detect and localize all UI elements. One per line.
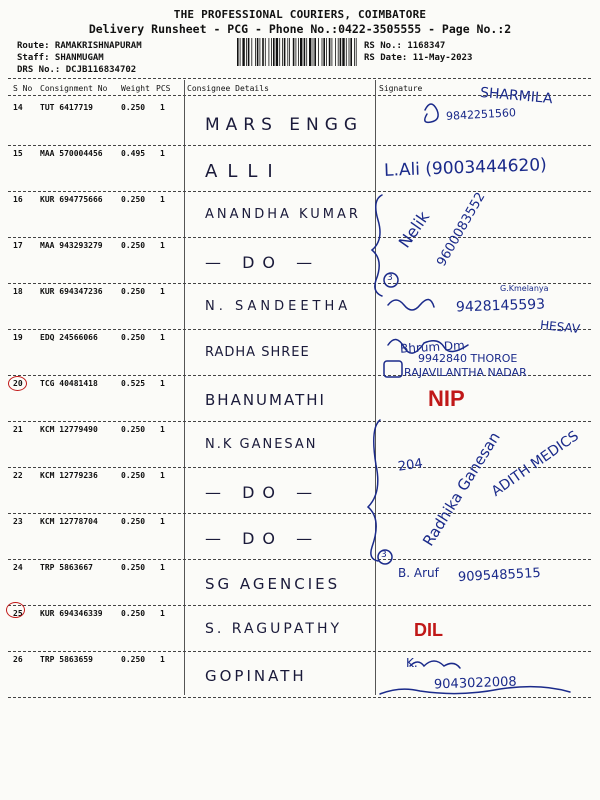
runsheet-info-right: [364, 40, 472, 64]
signature-19-phone: 9942840 THOROE: [418, 352, 518, 365]
row-pcs: 1: [160, 333, 165, 342]
row-sno: 20: [13, 379, 23, 388]
row-pcs: 1: [160, 471, 165, 480]
table-top-rule: [8, 78, 591, 79]
signature-19-addr: RAJAVILANTHA NADAR: [404, 366, 527, 379]
runsheet-subtitle: Delivery Runsheet - PCG - Phone No.:0422-3505555 - Page No.:2: [88, 22, 512, 36]
col-consignment: Consignment No: [40, 84, 108, 93]
signature-24-phone: 9095485515: [457, 565, 542, 586]
row-sno: 16: [13, 195, 23, 204]
row-consignee-handwritten: N.K GANESAN: [205, 437, 318, 452]
red-circle-mark-20: [8, 376, 27, 391]
row-divider: [8, 605, 591, 606]
runsheet-info-left: [17, 40, 142, 76]
row-consignment-no: TRP 5863667: [40, 563, 93, 572]
row-divider: [8, 421, 591, 422]
row-consignment-no: KCM 12778704: [40, 517, 98, 526]
row-consignment-no: KCM 12779490: [40, 425, 98, 434]
row-sno: 23: [13, 517, 23, 526]
row-weight: 0.250: [121, 609, 146, 618]
bracket-count-2: 3: [381, 550, 387, 560]
row-weight: 0.250: [121, 103, 146, 112]
row-consignment-no: KCM 12779236: [40, 471, 98, 480]
row-divider: [8, 467, 591, 468]
signature-21: 204: [397, 456, 424, 475]
row-weight: 0.495: [121, 149, 146, 158]
row-sno: 26: [13, 655, 23, 664]
signature-19: Bhrum Dm: [399, 338, 466, 356]
row-consignment-no: TCG 40481418: [40, 379, 98, 388]
row-consignee-handwritten: — DO —: [205, 483, 321, 502]
row-sno: 22: [13, 471, 23, 480]
row-sno: 15: [13, 149, 23, 158]
row-sno: 25: [13, 609, 23, 618]
red-circle-mark-25: [6, 602, 25, 618]
row-consignment-no: KUR 694775666: [40, 195, 103, 204]
staff: Staff: SHANMUGAM: [17, 53, 104, 63]
col-sno: S No: [13, 84, 33, 93]
signature-18-phone: 9428145593: [455, 296, 546, 316]
row-sno: 19: [13, 333, 23, 342]
row-weight: 0.250: [121, 195, 146, 204]
row-weight: 0.525: [121, 379, 146, 388]
row-consignment-no: MAA 570004456: [40, 149, 103, 158]
bracket-count-1: 3: [387, 273, 393, 283]
row-consignment-no: TUT 6417719: [40, 103, 93, 112]
signature-18-name: G.Kmelanya: [500, 284, 549, 293]
signature-25: DIL: [414, 620, 443, 640]
row-sno: 21: [13, 425, 23, 434]
row-divider: [8, 191, 591, 192]
row-weight: 0.250: [121, 425, 146, 434]
row-divider: [8, 237, 591, 238]
row-sno: 24: [13, 563, 23, 572]
row-pcs: 1: [160, 655, 165, 664]
col-separator: [375, 80, 376, 695]
col-signature: Signature: [379, 84, 423, 93]
signature-26: K.: [406, 656, 418, 670]
signature-19-hesav: HESAV: [539, 317, 581, 337]
row-pcs: 1: [160, 425, 165, 434]
row-weight: 0.250: [121, 287, 146, 296]
row-consignment-no: TRP 5863659: [40, 655, 93, 664]
col-consignee: Consignee Details: [187, 84, 269, 93]
row-consignee-handwritten: RADHA SHREE: [205, 345, 310, 360]
col-separator: [184, 80, 185, 695]
company-title: THE PROFESSIONAL COURIERS, COIMBATORE: [173, 8, 427, 21]
row-weight: 0.250: [121, 471, 146, 480]
row-divider: [8, 559, 591, 560]
rs-number: RS No.: 1168347: [364, 41, 446, 51]
signature-20: NIP: [428, 386, 465, 411]
row-consignment-no: EDQ 24566066: [40, 333, 98, 342]
rs-date: RS Date: 11-May-2023: [364, 53, 473, 63]
row-divider: [8, 329, 591, 330]
signature-23: ADITH MEDICS: [488, 428, 582, 500]
row-pcs: 1: [160, 379, 165, 388]
barcode: [236, 38, 358, 66]
row-weight: 0.250: [121, 241, 146, 250]
row-pcs: 1: [160, 149, 165, 158]
runsheet-header: [0, 8, 600, 36]
row-pcs: 1: [160, 517, 165, 526]
row-pcs: 1: [160, 287, 165, 296]
col-weight: Weight: [121, 84, 150, 93]
signature-16-phone: 9600083552: [434, 189, 489, 270]
row-consignee-handwritten: — DO —: [205, 529, 321, 548]
row-sno: 14: [13, 103, 23, 112]
row-consignee-handwritten: S. RAGUPATHY: [205, 621, 343, 637]
row-sno: 18: [13, 287, 23, 296]
signature-14-phone: 9842251560: [445, 106, 517, 123]
row-consignment-no: MAA 943293279: [40, 241, 103, 250]
row-divider: [8, 651, 591, 652]
drs-number: DRS No.: DCJB116834702: [17, 65, 137, 75]
row-pcs: 1: [160, 563, 165, 572]
row-consignee-handwritten: BHANUMATHI: [205, 391, 326, 409]
row-consignment-no: KUR 694347236: [40, 287, 103, 296]
row-consignee-handwritten: GOPINATH: [205, 667, 307, 685]
signature-15: L.Ali (9003444620): [383, 155, 548, 181]
signature-26-phone: 9043022008: [433, 674, 517, 693]
signature-24: B. Aruf: [398, 566, 439, 580]
row-divider: [8, 513, 591, 514]
row-pcs: 1: [160, 195, 165, 204]
signature-16: Nelik: [394, 207, 434, 252]
row-consignee-handwritten: N. SANDEETHA: [205, 299, 352, 314]
row-consignee-handwritten: ALLI: [205, 161, 283, 182]
row-consignment-no: KUR 694346339: [40, 609, 103, 618]
row-sno: 17: [13, 241, 23, 250]
row-weight: 0.250: [121, 333, 146, 342]
route: Route: RAMAKRISHNAPURAM: [17, 41, 142, 51]
row-consignee-handwritten: MARS ENGG: [205, 115, 364, 135]
signature-22: Radhika Ganesan: [419, 428, 504, 550]
signature-14: SHARMILA: [479, 84, 554, 108]
row-pcs: 1: [160, 103, 165, 112]
col-pcs: PCS: [156, 84, 171, 93]
row-pcs: 1: [160, 609, 165, 618]
row-divider: [8, 697, 591, 698]
row-divider: [8, 145, 591, 146]
row-consignee-handwritten: ANANDHA KUMAR: [205, 207, 361, 222]
row-weight: 0.250: [121, 517, 146, 526]
row-consignee-handwritten: SG AGENCIES: [205, 575, 341, 593]
row-weight: 0.250: [121, 655, 146, 664]
row-pcs: 1: [160, 241, 165, 250]
row-consignee-handwritten: — DO —: [205, 253, 321, 272]
row-weight: 0.250: [121, 563, 146, 572]
